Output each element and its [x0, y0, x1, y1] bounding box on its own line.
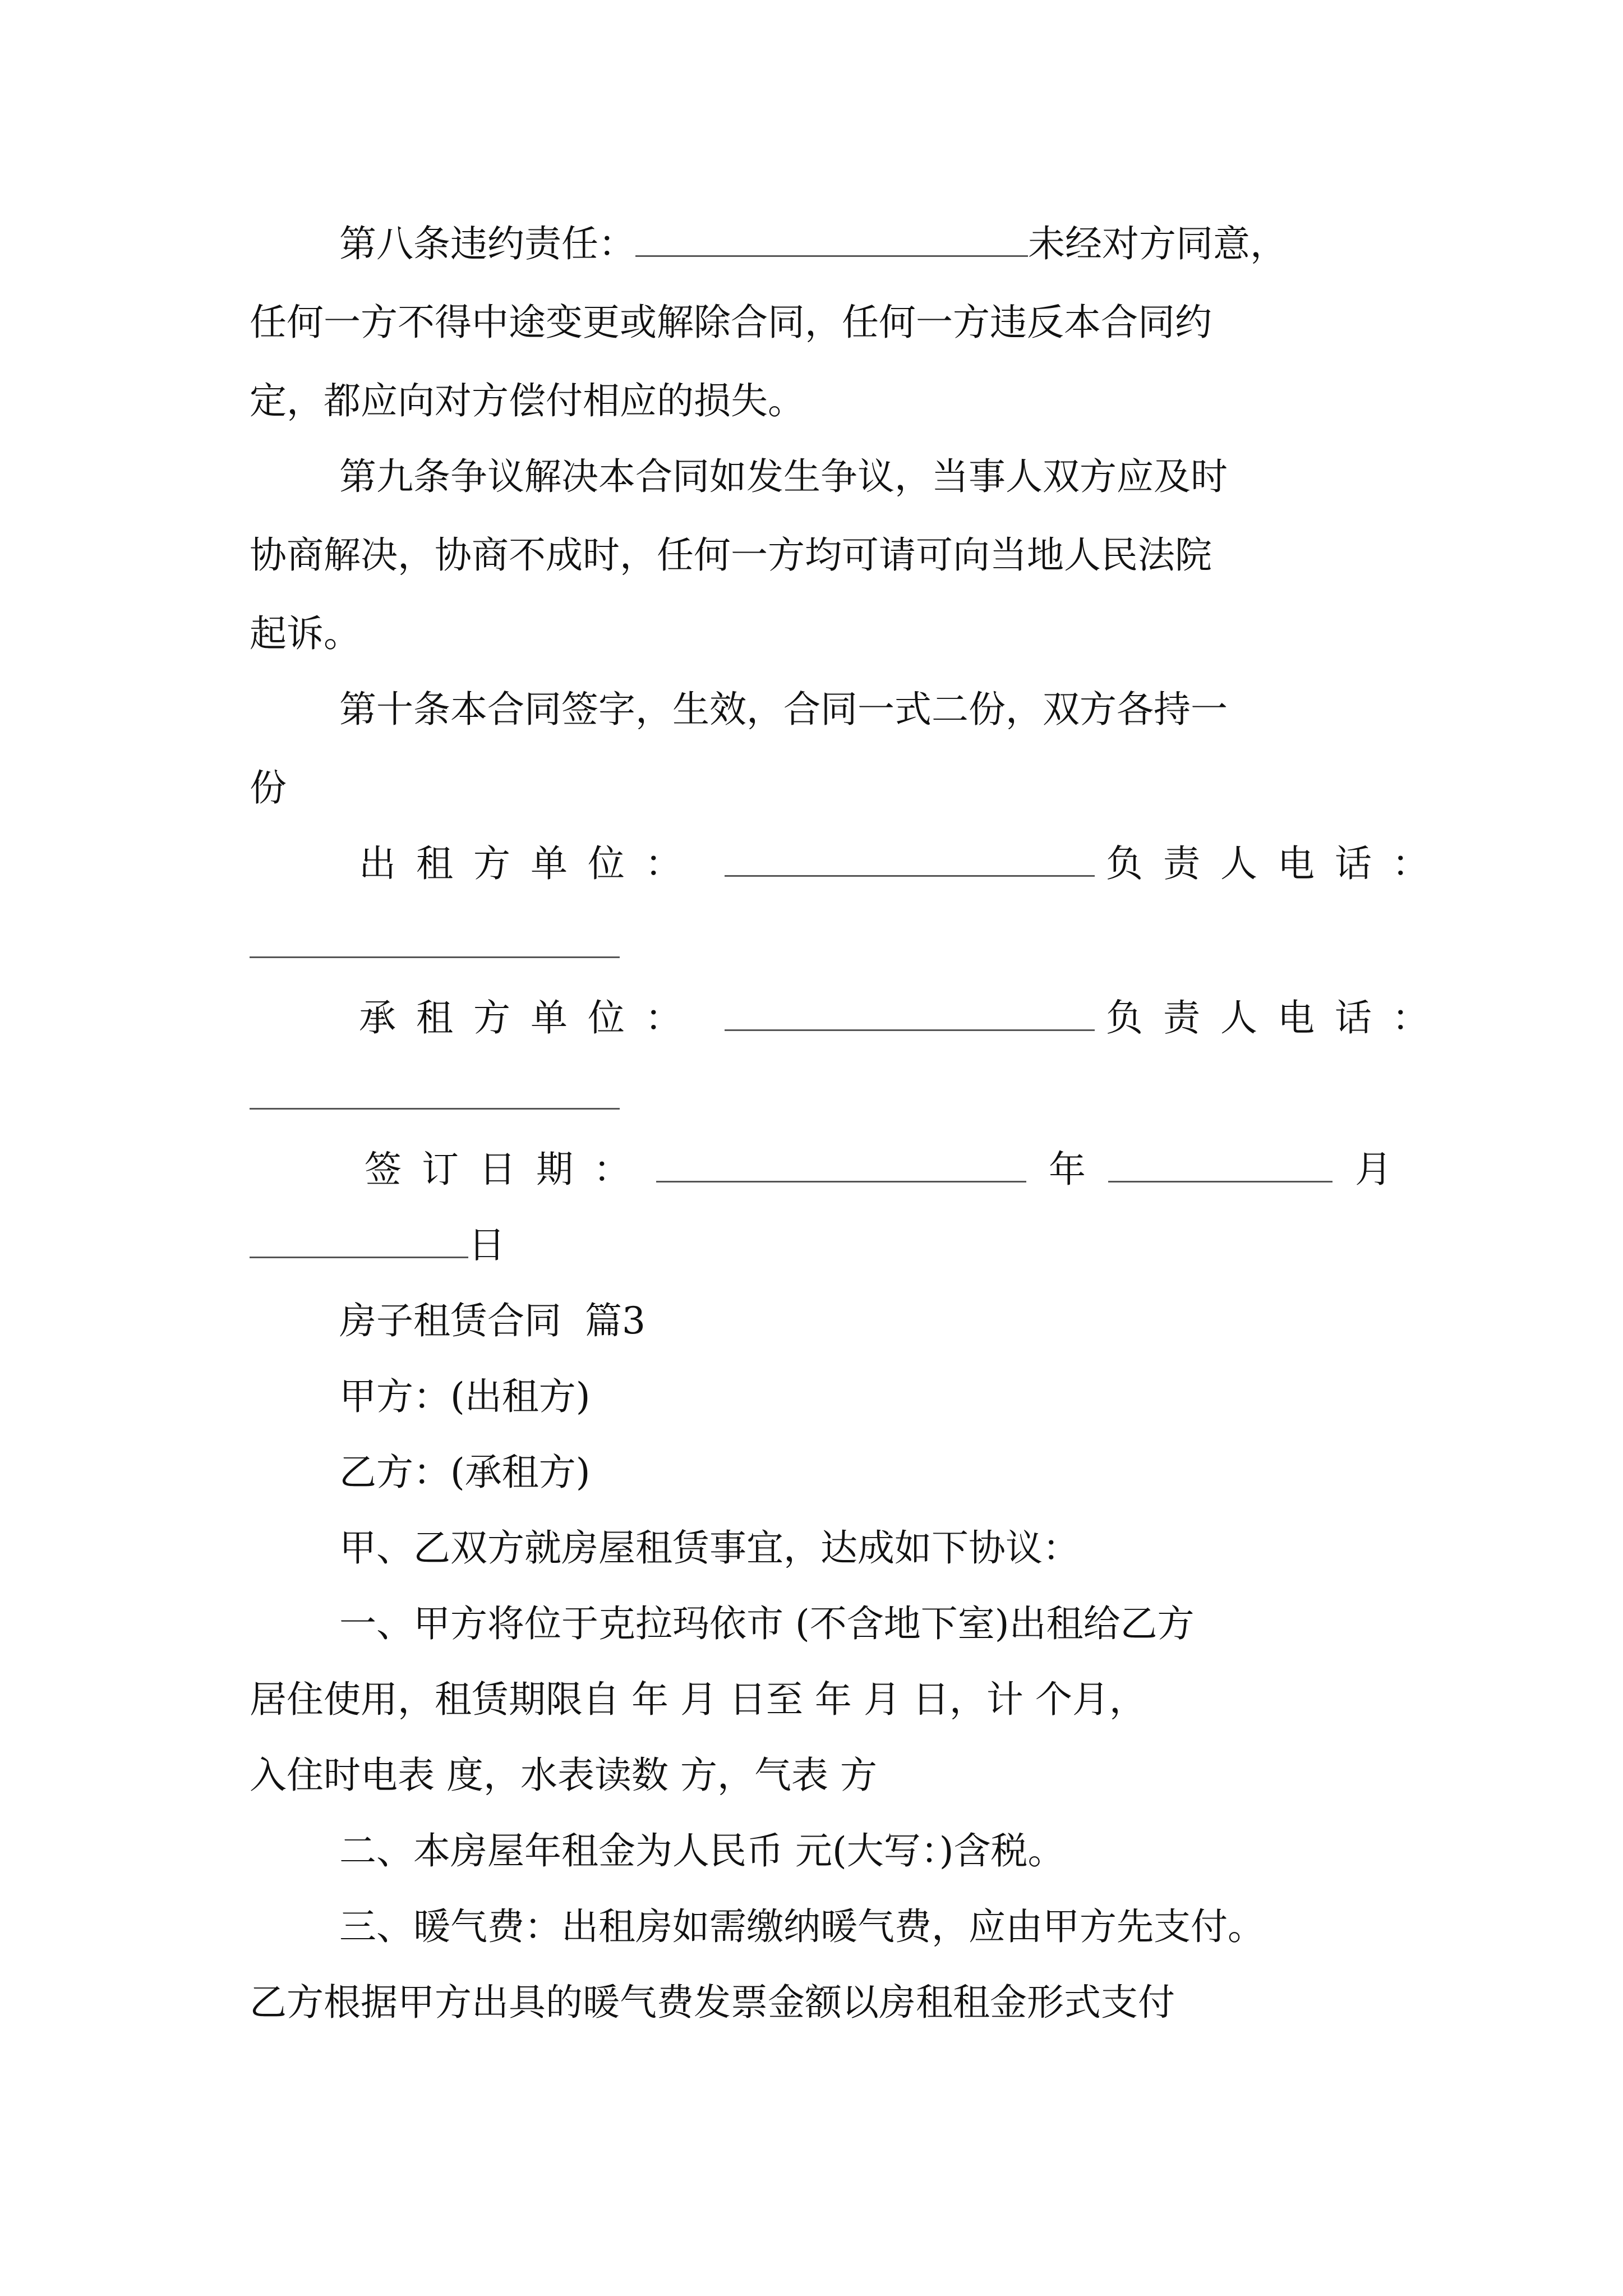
clause1-line3: 入住时电表 度，水表读数 方，气表 方 [250, 1754, 877, 1797]
article8-label: 第八条违约责任： [339, 222, 635, 265]
article8-line1 [339, 205, 1394, 283]
contract3-intro: 甲、乙双方就房屋租赁事宜，达成如下协议： [339, 1526, 1080, 1570]
clause1-line2: 居住使用，租赁期限自 年 月 日至 年 月 日，计 个月， [250, 1678, 1146, 1721]
article8-line3: 定，都应向对方偿付相应的损失。 [250, 379, 805, 422]
party-b: 乙方：(承租方) [339, 1451, 591, 1494]
year-blank [656, 1136, 1026, 1182]
lessee-phone-blank [250, 1108, 620, 1110]
month-blank [1108, 1136, 1332, 1182]
day-label: 日 [468, 1223, 505, 1267]
article9-line2: 协商解决，协商不成时，任何一方均可请可向当地人民法院 [250, 533, 1212, 577]
clause3-line1: 三、暖气费：出租房如需缴纳暖气费，应由甲方先支付。 [339, 1905, 1265, 1948]
article10-line1: 第十条本合同签字，生效，合同一式二份，双方各持一 [339, 688, 1228, 731]
article8-tail: 未经对方同意， [1028, 222, 1287, 265]
article8-line2: 任何一方不得中途变更或解除合同，任何一方违反本合同约 [250, 301, 1212, 344]
lessee-phone-label: 负责人电话： [1106, 996, 1449, 1039]
month-label: 月 [1355, 1148, 1392, 1191]
party-a: 甲方：(出租方) [339, 1375, 591, 1418]
date-label: 签订日期： [365, 1148, 651, 1191]
day-row [250, 1206, 1394, 1285]
lessee-unit-label: 承租方单位： [359, 996, 702, 1039]
sign-date-row [365, 1130, 1396, 1209]
contract3-heading: 房子租赁合同 篇3 [339, 1299, 645, 1342]
article10-line2: 份 [250, 766, 287, 809]
article9-line1: 第九条争议解决本合同如发生争议，当事人双方应及时 [339, 455, 1228, 498]
clause1-line1: 一、甲方将位于克拉玛依市 (不含地下室)出租给乙方 [339, 1602, 1195, 1645]
day-blank [250, 1212, 468, 1258]
lessor-phone-blank [250, 956, 620, 958]
lessor-phone-label: 负责人电话： [1106, 842, 1449, 885]
lessor-unit-blank [725, 830, 1095, 877]
article9-line3: 起诉。 [250, 612, 361, 655]
lessor-signature-row [359, 825, 1449, 903]
clause2: 二、本房屋年租金为人民币 元(大写：)含税。 [339, 1829, 1065, 1872]
lessee-signature-row [359, 979, 1449, 1057]
year-label: 年 [1049, 1148, 1086, 1191]
lessee-unit-blank [725, 984, 1095, 1031]
blank-field [635, 210, 1028, 257]
clause3-line2: 乙方根据甲方出具的暖气费发票金额以房租租金形式支付 [250, 1981, 1175, 2024]
lessor-unit-label: 出租方单位： [359, 842, 702, 885]
